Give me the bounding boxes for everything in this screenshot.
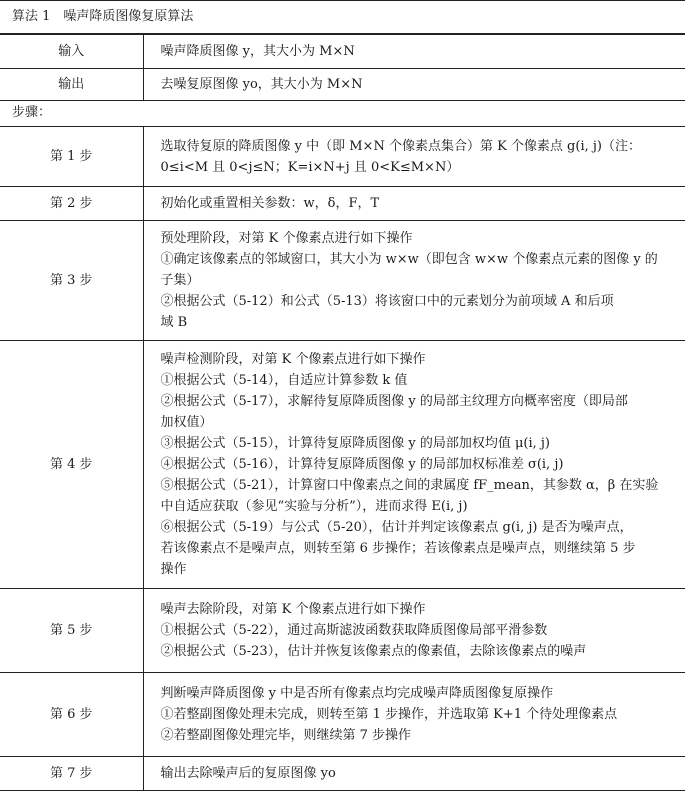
input-row bbox=[0, 35, 685, 69]
step-content bbox=[143, 673, 685, 757]
step-line: ③根据公式（5-15），计算待复原降质图像 y 的局部加权均值 μ(i, j) bbox=[160, 436, 550, 451]
io-table bbox=[0, 34, 685, 101]
step-row-6 bbox=[0, 673, 685, 757]
step-content bbox=[143, 341, 685, 589]
step-label: 第 1 步 bbox=[0, 127, 143, 187]
step-line: ④根据公式（5-16），计算待复原降质图像 y 的局部加权标准差 σ(i, j) bbox=[160, 457, 564, 472]
step-line: 若该像素点不是噪声点，则转至第 6 步操作；若该像素点是噪声点，则继续第 5 步 bbox=[160, 541, 636, 556]
step-line: 输出去除噪声后的复原图像 yo bbox=[160, 766, 336, 781]
output-row bbox=[0, 69, 685, 101]
step-line: 预处理阶段，对第 K 个像素点进行如下操作 bbox=[160, 231, 413, 246]
step-line: ②根据公式（5-23），估计并恢复该像素点的像素值，去除该像素点的噪声 bbox=[160, 644, 587, 659]
step-line: ①确定该像素点的邻域窗口，其大小为 w×w（即包含 w×w 个像素点元素的图像 y 的 bbox=[160, 252, 658, 267]
step-line: ①根据公式（5-14），自适应计算参数 k 值 bbox=[160, 373, 408, 388]
step-label: 第 3 步 bbox=[0, 221, 143, 341]
step-row-7 bbox=[0, 757, 685, 791]
step-line: 判断噪声降质图像 y 中是否所有像素点均完成噪声降质图像复原操作 bbox=[160, 686, 554, 701]
step-row-2 bbox=[0, 187, 685, 221]
input-text: 噪声降质图像 y，其大小为 M×N bbox=[143, 35, 685, 69]
step-line: 初始化或重置相关参数：w，δ，F，T bbox=[160, 196, 380, 211]
step-line: 域 B bbox=[160, 315, 188, 330]
step-line: 噪声去除阶段，对第 K 个像素点进行如下操作 bbox=[160, 602, 426, 617]
step-line: ①根据公式（5-22），通过高斯滤波函数获取降质图像局部平滑参数 bbox=[160, 623, 548, 638]
algorithm-title: 算法 1 噪声降质图像复原算法 bbox=[0, 0, 685, 34]
steps-heading: 步骤： bbox=[12, 105, 52, 120]
step-line: ⑤根据公式（5-21），计算窗口中像素点之间的隶属度 fF_mean，其参数 α，β 在实验 bbox=[160, 478, 659, 493]
step-line: 噪声检测阶段，对第 K 个像素点进行如下操作 bbox=[160, 352, 426, 367]
step-line: 子集） bbox=[160, 273, 200, 288]
step-label: 第 7 步 bbox=[0, 757, 143, 791]
step-line: ②若整副图像处理完毕，则继续第 7 步操作 bbox=[160, 728, 412, 743]
step-row-1 bbox=[0, 127, 685, 187]
step-line: ②根据公式（5-17），求解待复原降质图像 y 的局部主纹理方向概率密度（即局部 bbox=[160, 394, 628, 409]
step-row-4 bbox=[0, 341, 685, 589]
step-row-5 bbox=[0, 589, 685, 673]
step-label: 第 4 步 bbox=[0, 341, 143, 589]
step-line: 选取待复原的降质图像 y 中（即 M×N 个像素点集合）第 K 个像素点 g(i, j)（注： bbox=[160, 138, 641, 154]
output-text: 去噪复原图像 yo，其大小为 M×N bbox=[143, 69, 685, 101]
step-line: ①若整副图像处理未完成，则转至第 1 步操作，并选取第 K+1 个待处理像素点 bbox=[160, 707, 618, 722]
output-label: 输出 bbox=[0, 69, 143, 101]
step-label: 第 2 步 bbox=[0, 187, 143, 221]
step-line: 操作 bbox=[160, 562, 187, 577]
step-content bbox=[143, 221, 685, 341]
step-content bbox=[143, 757, 685, 791]
step-line: 0≤i<M 且 0<j≤N；K=i×N+j 且 0<K≤M×N） bbox=[160, 159, 460, 175]
step-line: 中自适应获取（参见“实验与分析”），进而求得 E(i, j) bbox=[160, 499, 468, 514]
step-label: 第 5 步 bbox=[0, 589, 143, 673]
step-content bbox=[143, 187, 685, 221]
step-content bbox=[143, 127, 685, 187]
step-line: ⑥根据公式（5-19）与公式（5-20），估计并判定该像素点 g(i, j) 是否为噪声点， bbox=[160, 520, 633, 535]
step-row-3 bbox=[0, 221, 685, 341]
step-label: 第 6 步 bbox=[0, 673, 143, 757]
step-content bbox=[143, 589, 685, 673]
input-label: 输入 bbox=[0, 35, 143, 69]
step-line: ②根据公式（5-12）和公式（5-13）将该窗口中的元素划分为前项域 A 和后项 bbox=[160, 294, 614, 309]
steps-table bbox=[0, 126, 685, 791]
step-line: 加权值） bbox=[160, 415, 213, 430]
